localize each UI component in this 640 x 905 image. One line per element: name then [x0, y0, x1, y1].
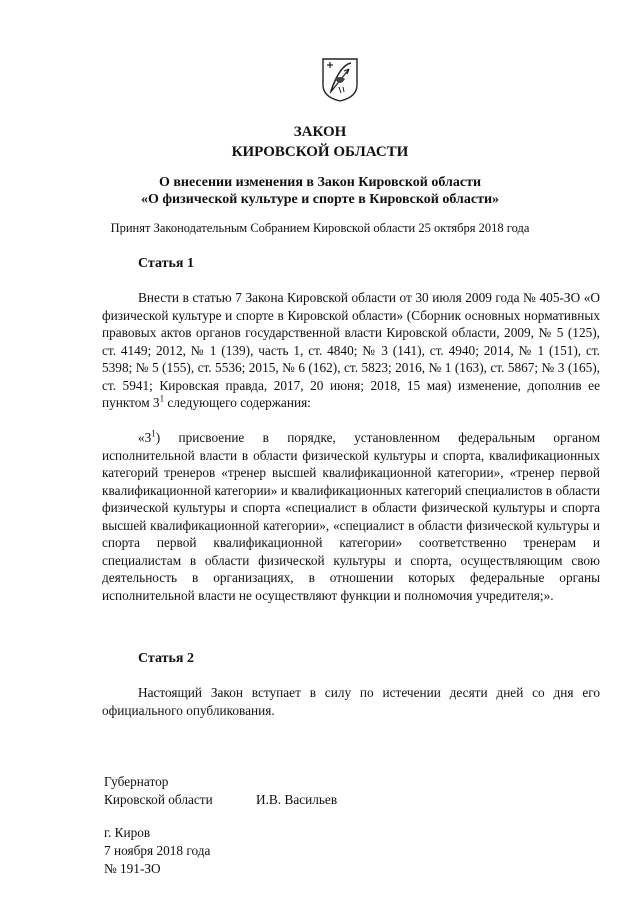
- law-subtitle-line2: «О физической культуре и спорте в Кировской области»: [140, 192, 500, 207]
- signing-date: 7 ноября 2018 года: [104, 843, 211, 858]
- article1-paragraph2-lead: «3: [138, 430, 152, 445]
- signatory-name: И.В. Васильев: [256, 792, 338, 807]
- law-subtitle-line1: О внесении изменения в Закон Кировской области: [158, 175, 482, 190]
- signing-place: г. Киров: [104, 825, 151, 840]
- law-title-line1: ЗАКОН: [293, 124, 347, 140]
- law-title-line2: КИРОВСКОЙ ОБЛАСТИ: [231, 144, 409, 160]
- signatory-position-line1: Губернатор: [104, 774, 169, 789]
- signatory-position-line2: Кировской области: [104, 792, 213, 807]
- article1-paragraph2-text: ) присвоение в порядке, установленном федеральным органом исполнительной власти в области физической культуры и спорта, квалификационных категорий тренеров «тренер высшей квалификационной категории», «тренер первой квалификационной категории» и квалификационных категорий специалистов в области физической культуры и спорта «специалист в области физической культуры и спорта высшей квалификационной категории», «специалист в области физической культуры и спорта первой квалификационной категории» соответственно тренерам и специалистам в области физической культуры и спорта, осуществляющим свою деятельность в организациях, в отношении которых федеральные органы исполнительной власти не осуществляют функции и полномочия учредителя;».: [102, 430, 600, 603]
- kirov-region-coat-of-arms-icon: [321, 57, 359, 103]
- law-number: № 191-ЗО: [104, 861, 161, 876]
- adoption-note: Принят Законодательным Собранием Кировской области 25 октября 2018 года: [110, 221, 530, 235]
- article1-heading: Статья 1: [138, 256, 194, 271]
- article2-paragraph-text: Настоящий Закон вступает в силу по истечении десяти дней со дня его официального опубликования.: [102, 685, 600, 718]
- article2-heading: Статья 2: [138, 651, 194, 666]
- article1-paragraph1: [102, 289, 600, 412]
- article1-paragraph2: [102, 429, 600, 604]
- article1-paragraph1-tail: следующего содержания:: [164, 395, 311, 410]
- article2-paragraph: [102, 684, 600, 719]
- superscript: 1: [151, 428, 156, 439]
- superscript: 1: [159, 393, 165, 404]
- article1-paragraph1-text: Внести в статью 7 Закона Кировской области от 30 июля 2009 года № 405-ЗО «О физической культуре и спорте в Кировской области» (Сборник основных нормативных правовых актов органов государственной власти Кировской области, 2009, № 5 (125), ст. 4149; 2012, № 1 (139), часть 1, ст. 4840; № 3 (141), ст. 4940; 2014, № 1 (151), ст. 5398; № 5 (155), ст. 5536; 2015, № 6 (162), ст. 5823; 2016, № 1 (163), ст. 5867; № 3 (165), ст. 5941; Кировская правда, 2017, 20 июня; 2018, 15 мая) изменение, дополнив ее пунктом 3: [102, 290, 600, 410]
